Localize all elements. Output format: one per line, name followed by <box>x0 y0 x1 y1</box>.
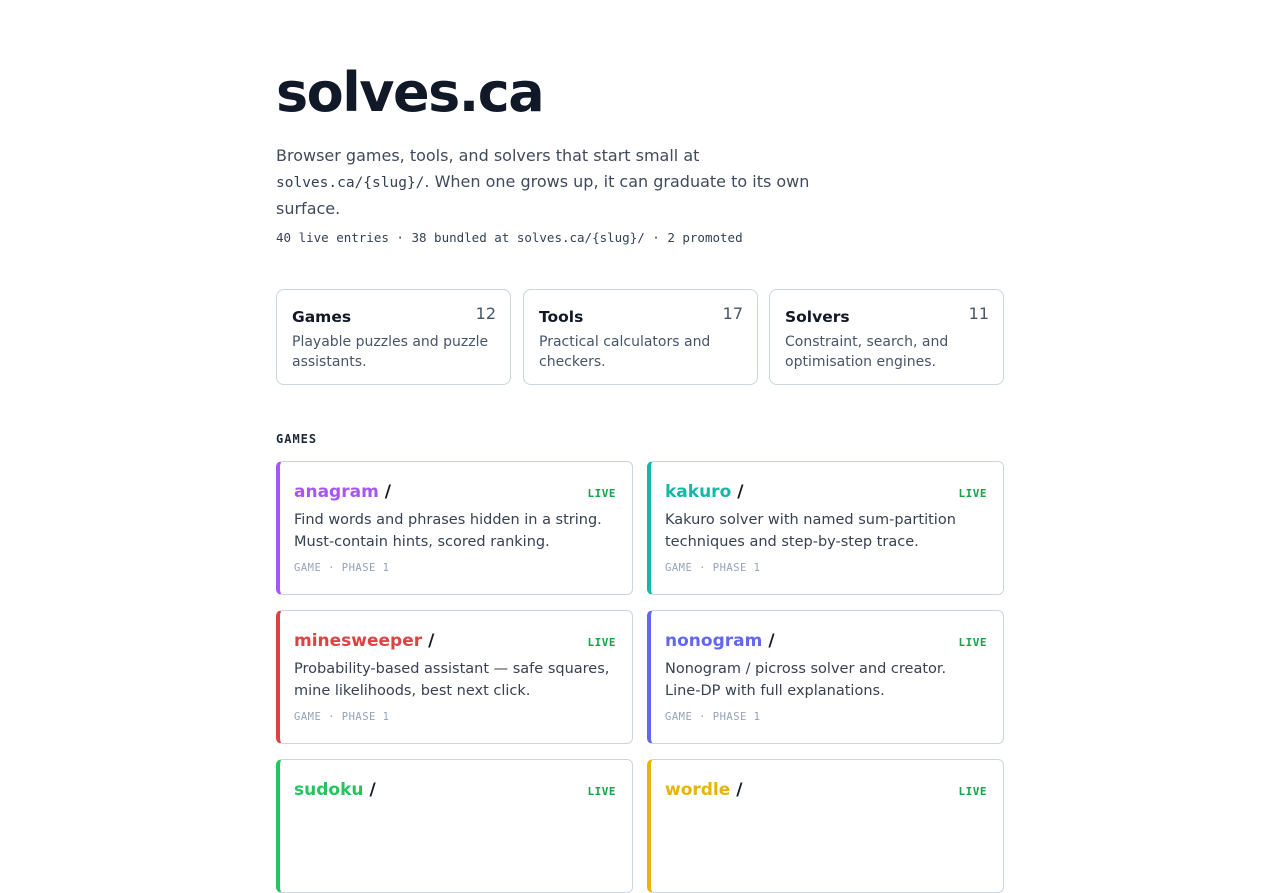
status-badge: LIVE <box>587 785 616 798</box>
category-name: Tools <box>539 308 584 326</box>
status-badge: LIVE <box>587 487 616 500</box>
category-cards <box>276 289 1004 385</box>
entry-title <box>294 778 376 802</box>
entry-title <box>665 778 743 802</box>
entry-title <box>294 629 434 653</box>
category-count: 17 <box>722 304 743 323</box>
entry-description: Nonogram / picross solver and creator. Line-DP with full explanations. <box>665 661 947 699</box>
entry-slash: / <box>369 780 376 800</box>
category-name: Solvers <box>785 308 850 326</box>
site-stats: 40 live entries · 38 bundled at solves.ca/{slug}/ · 2 promoted <box>276 230 743 245</box>
status-badge: LIVE <box>958 487 987 500</box>
intro-slug-code: solves.ca/{slug}/ <box>276 174 425 191</box>
entry-description: Find words and phrases hidden in a string. Must-contain hints, scored ranking. <box>294 512 602 550</box>
entry-header <box>294 480 616 504</box>
entry-slash: / <box>737 482 744 502</box>
status-badge: LIVE <box>958 785 987 798</box>
site-title: solves.ca <box>276 61 544 124</box>
category-card-tools[interactable] <box>523 289 758 385</box>
category-count: 11 <box>968 304 989 323</box>
intro-text: Browser games, tools, and solvers that start small at <box>276 146 700 165</box>
entry-name[interactable]: sudoku <box>294 780 364 800</box>
entry-name[interactable]: kakuro <box>665 482 732 502</box>
entry-card-anagram[interactable] <box>276 461 633 595</box>
category-count: 12 <box>475 304 496 323</box>
entry-meta: GAME · PHASE 1 <box>665 711 761 723</box>
entry-card-nonogram[interactable] <box>647 610 1004 744</box>
entry-card-kakuro[interactable] <box>647 461 1004 595</box>
entry-slash: / <box>736 780 743 800</box>
category-card-solvers[interactable] <box>769 289 1004 385</box>
entry-card-wordle[interactable] <box>647 759 1004 893</box>
entry-title <box>665 629 775 653</box>
entry-header <box>665 629 987 653</box>
category-description: Constraint, search, and optimisation engines. <box>785 334 949 370</box>
category-name: Games <box>292 308 352 326</box>
entry-title <box>294 480 391 504</box>
entry-header <box>294 629 616 653</box>
entry-header <box>294 778 616 802</box>
category-card-games[interactable] <box>276 289 511 385</box>
entry-meta: GAME · PHASE 1 <box>294 711 390 723</box>
entry-header <box>665 480 987 504</box>
entry-name[interactable]: wordle <box>665 780 731 800</box>
entry-header <box>665 778 987 802</box>
status-badge: LIVE <box>958 636 987 649</box>
entry-name[interactable]: nonogram <box>665 631 763 651</box>
entry-description: Kakuro solver with named sum-partition techniques and step-by-step trace. <box>665 512 956 550</box>
category-description: Playable puzzles and puzzle assistants. <box>292 334 489 370</box>
entry-card-sudoku[interactable] <box>276 759 633 893</box>
entry-slash: / <box>384 482 392 502</box>
entry-slash: / <box>768 631 775 651</box>
intro-text-end: . When one grows up, it can graduate to its own surface. <box>276 171 810 218</box>
entry-title <box>665 480 743 504</box>
entry-description: Probability-based assistant — safe squares, mine likelihoods, best next click. <box>294 661 610 699</box>
entry-meta: GAME · PHASE 1 <box>665 562 761 574</box>
status-badge: LIVE <box>587 636 616 649</box>
entry-name[interactable]: minesweeper <box>294 631 423 651</box>
site-intro <box>276 143 836 222</box>
category-description: Practical calculators and checkers. <box>539 334 711 370</box>
section-heading-games: GAMES <box>276 432 318 446</box>
entry-slash: / <box>428 631 435 651</box>
entry-card-minesweeper[interactable] <box>276 610 633 744</box>
entry-meta: GAME · PHASE 1 <box>294 562 390 574</box>
entry-name[interactable]: anagram <box>294 482 379 502</box>
